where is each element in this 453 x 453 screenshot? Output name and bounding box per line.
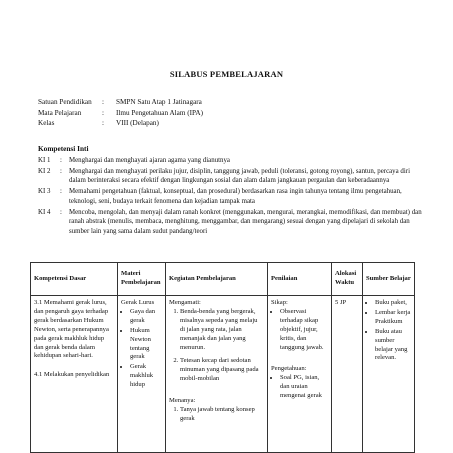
materi-intro: Gerak Lurus — [121, 299, 155, 306]
sumber-list — [366, 299, 411, 363]
meta-row-class — [38, 118, 203, 129]
kompetensi-inti-heading: Kompetensi Inti — [38, 144, 89, 153]
kd-item: 4.1 Melakukan penyelidikan — [34, 371, 110, 379]
cell-materi — [118, 296, 166, 453]
ki-code: KI 1 — [38, 157, 51, 164]
list-item: • Observasi terhadap sikap objektif, jujur, kritis, dan tanggung jawab. — [280, 308, 328, 353]
header-alokasi-waktu: Alokasi Waktu — [332, 263, 363, 296]
meta-value: SMPN Satu Atap 1 Jatinagara — [116, 98, 202, 106]
ki-colon: : — [60, 188, 62, 196]
meta-row-subject — [38, 108, 203, 119]
list-item: • Gaya dan gerak — [130, 308, 162, 326]
ki-text: Mencoba, mengolah, dan menyaji dalam ranah konkret (menggunakan, mengurai, merangkai, memodifikasi, dan membuat) dan ranah abstrak (menulis, membaca, menghitung, menggambar, dan mengarang) sesuai dengan yang dipelajari di sekolah dan sumber lain yang sama dalam sudut pandang/teori — [69, 208, 422, 235]
header-penilaian: Penilaian — [268, 263, 332, 296]
meta-colon: : — [102, 98, 104, 106]
meta-colon: : — [102, 119, 104, 128]
list-item: • Buku atau sumber belajar yang relevan. — [375, 328, 411, 364]
penilaian-list — [271, 308, 328, 353]
ki-text: Menghargai dan menghayati perilaku jujur, disiplin, tanggung jawab, peduli (toleransi, gotong royong), santun, percaya diri dalam berinteraksi secara efektif dengan lingkungan sosial dan alam dalam jangkauan pergaulan dan keberadaannya — [69, 168, 410, 185]
ki-row — [38, 156, 428, 165]
list-item: 1. Benda-benda yang bergerak, misalnya sepeda yang melaju di jalan yang rata, jalan menanjak dan jalan yang menurun. — [180, 308, 264, 353]
kegiatan-intro: Mengamati: — [169, 299, 201, 306]
meta-colon: : — [102, 108, 104, 117]
list-item: • Hukum Newton tentang gerak — [130, 327, 162, 363]
header-kegiatan: Kegiatan Pembelajaran — [166, 263, 268, 296]
header-kompetensi-dasar: Kompetensi Dasar — [31, 263, 118, 296]
meta-label: Satuan Pendidikan — [38, 98, 92, 106]
penilaian-list-2 — [271, 374, 328, 401]
cell-kegiatan — [166, 296, 268, 453]
kegiatan-list — [169, 308, 264, 384]
cell-sumber-belajar — [363, 296, 415, 453]
ki-colon: : — [60, 157, 62, 164]
meta-label: Kelas — [38, 119, 55, 128]
meta-value: VIII (Delapan) — [116, 119, 159, 128]
syllabus-table — [30, 262, 415, 453]
cell-penilaian — [268, 296, 332, 453]
list-item: 2. Tetesan kecap dari sedotan minuman yang dipasang pada mobil-mobilan — [180, 357, 264, 384]
header-materi: Materi Pembelajaran — [118, 263, 166, 296]
list-item: • Lembar kerja Praktikum — [375, 309, 411, 327]
document-meta — [38, 97, 203, 129]
meta-value: Ilmu Pengetahuan Alam (IPA) — [116, 108, 203, 117]
ki-colon: : — [60, 168, 62, 175]
header-sumber-belajar: Sumber Belajar — [363, 263, 415, 296]
document-title: SILABUS PEMBELAJARAN — [169, 69, 284, 79]
ki-row — [38, 187, 428, 206]
kd-item: 3.1 Memahami gerak lurus, dan pengaruh gaya terhadap gerak berdasarkan Hukum Newton, serta penerapannya pada gerak makhluk hidup dan gerak benda dalam kehidupan sehari-hari. — [34, 299, 109, 360]
kegiatan-list-2 — [169, 406, 264, 424]
meta-row-school — [38, 97, 203, 108]
ki-code: KI 4 — [38, 208, 51, 216]
ki-colon: : — [60, 208, 62, 216]
penilaian-intro-2: Pengetahuan: — [271, 365, 307, 373]
list-item: 1. Tanya jawab tentang konsep gerak — [180, 406, 264, 424]
ki-code: KI 2 — [38, 168, 51, 175]
list-item: • Buku paket, — [375, 299, 411, 308]
penilaian-intro: Sikap: — [271, 299, 288, 306]
table-row — [31, 296, 415, 453]
spacer — [271, 353, 328, 365]
cell-alokasi-waktu: 5 JP — [332, 296, 363, 453]
ki-row — [38, 208, 428, 236]
table-header-row — [31, 263, 415, 296]
cell-kompetensi-dasar — [31, 296, 118, 453]
materi-list — [121, 308, 162, 390]
meta-label: Mata Pelajaran — [38, 108, 82, 117]
kegiatan-intro-2: Menanya: — [169, 397, 196, 405]
kompetensi-inti-list — [38, 156, 428, 238]
ki-text: Memahami pengetahuan (faktual, konseptual, dan prosedural) berdasarkan rasa ingin tahunya tentang ilmu pengetahuan, teknologi, seni, budaya terkait fenomena dan kejadian tampak mata — [69, 188, 402, 205]
list-item: • Gerak makhluk hidup — [130, 363, 162, 390]
spacer — [169, 389, 264, 397]
ki-row — [38, 167, 428, 186]
ki-code: KI 3 — [38, 188, 51, 196]
ki-text: Menghargai dan menghayati ajaran agama yang dianutnya — [69, 157, 230, 164]
list-item: • Soal PG, isian, dan uraian mengenai gerak — [280, 374, 328, 401]
